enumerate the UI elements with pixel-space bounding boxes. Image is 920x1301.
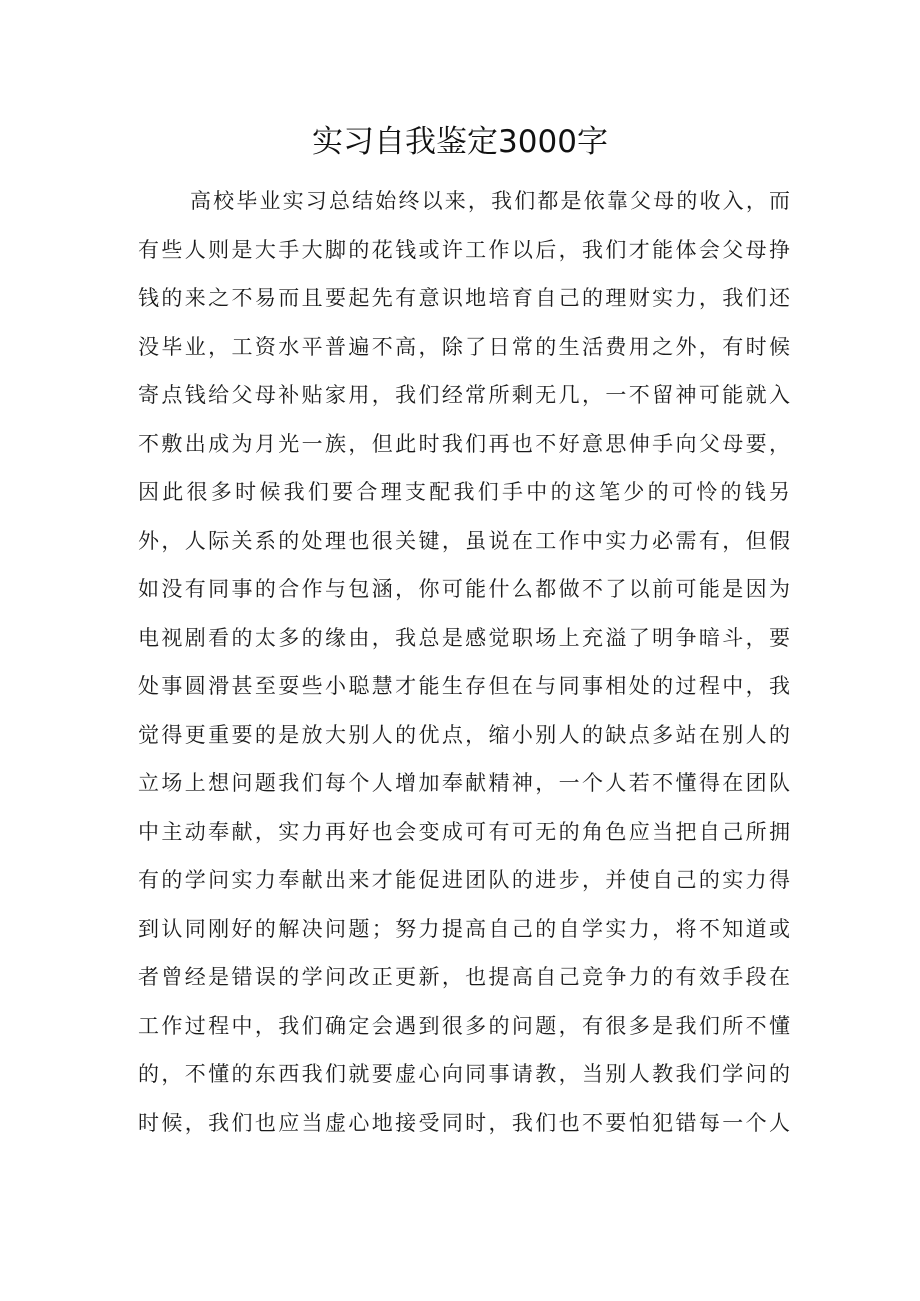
text-line: 不敷出成为月光一族，但此时我们再也不好意思伸手向父母要， bbox=[138, 431, 790, 456]
text-line: 没毕业，工资水平普遍不高，除了日常的生活费用之外，有时候 bbox=[138, 334, 790, 359]
text-line: 到认同刚好的解决问题；努力提高自己的自学实力，将不知道或 bbox=[138, 916, 790, 941]
text-line: 钱的来之不易而且要起先有意识地培育自己的理财实力，我们还 bbox=[138, 286, 790, 310]
document-title: 实习自我鉴定3000字 bbox=[312, 124, 608, 160]
text-line: 的，不懂的东西我们就要虚心向同事请教，当别人教我们学问的 bbox=[138, 1062, 790, 1086]
text-line: 如没有同事的合作与包涵，你可能什么都做不了以前可能是因为 bbox=[138, 577, 790, 601]
text-line: 者曾经是错误的学问改正更新，也提高自己竞争力的有效手段在 bbox=[138, 965, 790, 989]
text-line: 立场上想问题我们每个人增加奉献精神，一个人若不懂得在团队 bbox=[138, 771, 790, 795]
text-line: 有的学问实力奉献出来才能促进团队的进步，并使自己的实力得 bbox=[138, 868, 790, 892]
text-line: 工作过程中，我们确定会遇到很多的问题，有很多是我们所不懂 bbox=[138, 1013, 790, 1038]
document-body bbox=[138, 177, 790, 1147]
text-line: 处事圆滑甚至耍些小聪慧才能生存但在与同事相处的过程中，我 bbox=[138, 674, 790, 698]
text-line: 有些人则是大手大脚的花钱或许工作以后，我们才能体会父母挣 bbox=[138, 237, 790, 262]
text-line: 觉得更重要的是放大别人的优点，缩小别人的缺点多站在别人的 bbox=[138, 722, 790, 747]
text-line: 因此很多时候我们要合理支配我们手中的这笔少的可怜的钱另 bbox=[138, 480, 790, 504]
text-line: 高校毕业实习总结始终以来，我们都是依靠父母的收入，而 bbox=[190, 189, 790, 213]
text-line: 时候，我们也应当虚心地接受同时，我们也不要怕犯错每一个人 bbox=[138, 1110, 790, 1135]
text-line: 寄点钱给父母补贴家用，我们经常所剩无几，一不留神可能就入 bbox=[138, 383, 790, 407]
text-line: 电视剧看的太多的缘由，我总是感觉职场上充溢了明争暗斗，要 bbox=[138, 625, 790, 650]
text-line: 外，人际关系的处理也很关键，虽说在工作中实力必需有，但假 bbox=[138, 528, 790, 553]
text-line: 中主动奉献，实力再好也会变成可有可无的角色应当把自己所拥 bbox=[138, 819, 790, 844]
